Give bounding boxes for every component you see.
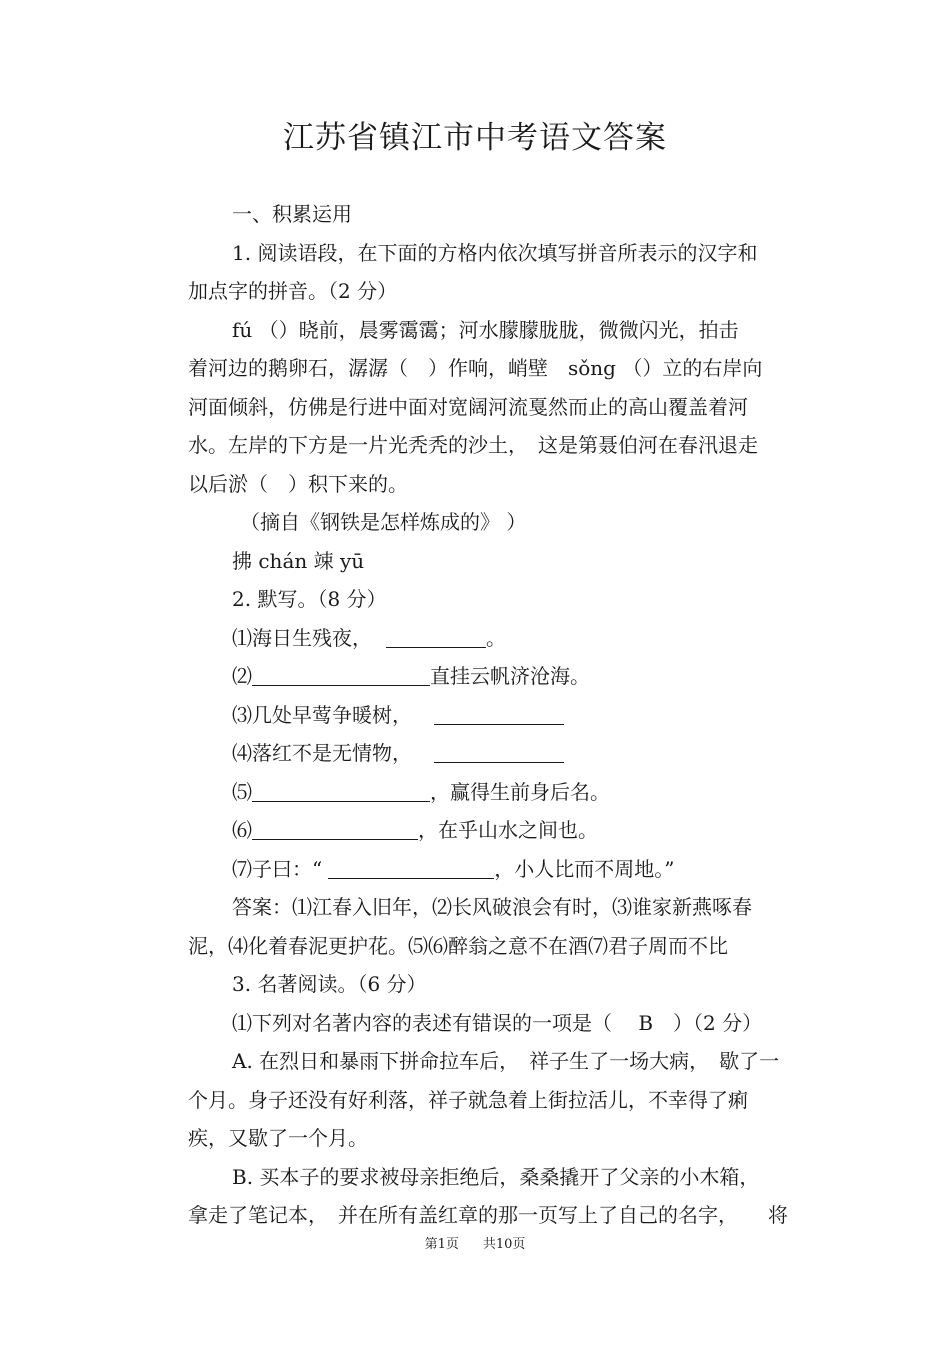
q2-item-5 bbox=[232, 779, 610, 805]
q2-item-7 bbox=[232, 856, 674, 882]
q2-item-2-text: 直挂云帆济沧海。 bbox=[430, 664, 590, 688]
q3-option-a-line1: A. 在烈日和暴雨下拼命拉车后， 祥子生了一场大病， 歇了一 bbox=[232, 1049, 780, 1073]
q2-heading: 2. 默写。（8 分） bbox=[232, 587, 387, 611]
q1-passage-line4: 水。左岸的下方是一片光秃秃的沙土， 这是第聂伯河在春汛退走 bbox=[188, 433, 758, 457]
q2-item-3-text: ⑶几处早莺争暖树， bbox=[232, 703, 412, 727]
section-heading: 一、积累运用 bbox=[232, 202, 352, 226]
q1-prompt-line2: 加点字的拼音。（2 分） bbox=[188, 279, 398, 303]
q2-item-4-text: ⑷落红不是无情物， bbox=[232, 741, 412, 765]
q2-item-1-end: 。 bbox=[486, 626, 506, 650]
answer-blank[interactable] bbox=[434, 704, 564, 725]
q2-item-7-end: ，小人比而不周地。” bbox=[494, 857, 675, 881]
q1-source: （摘自《钢铁是怎样炼成的》 ） bbox=[240, 510, 527, 534]
q1-passage-line1: fú （）晓前，晨雾霭霭；河水朦朦胧胧，微微闪光，拍击 bbox=[232, 318, 739, 342]
q1-passage-line2: 着河边的鹅卵石，潺潺（ ）作响，峭壁 sǒng （）立的右岸向 bbox=[188, 356, 763, 380]
q3-option-a-line2: 个月。身子还没有好利落，祥子就急着上街拉活儿，不幸得了痢 bbox=[188, 1088, 748, 1112]
q1-passage-line5: 以后淤（ ）积下来的。 bbox=[188, 472, 408, 496]
q2-item-6-num: ⑹ bbox=[232, 818, 252, 842]
q2-item-1-text: ⑴海日生残夜， bbox=[232, 626, 372, 650]
q2-item-6-text: ，在乎山水之间也。 bbox=[418, 818, 598, 842]
page-footer bbox=[0, 1233, 950, 1252]
page-total: 共10页 bbox=[482, 1237, 526, 1252]
q2-item-6 bbox=[232, 817, 598, 843]
answer-blank[interactable] bbox=[252, 819, 418, 840]
q2-item-5-num: ⑸ bbox=[232, 780, 252, 804]
answer-blank[interactable] bbox=[386, 627, 486, 648]
q2-item-5-text: ，赢得生前身后名。 bbox=[430, 780, 610, 804]
answer-blank[interactable] bbox=[328, 858, 494, 879]
q1-prompt-line1: 1. 阅读语段，在下面的方格内依次填写拼音所表示的汉字和 bbox=[232, 241, 758, 265]
q3-option-b-line2: 拿走了笔记本， 并在所有盖红章的那一页写上了自己的名字， 将 bbox=[188, 1203, 788, 1227]
q2-item-4 bbox=[232, 740, 564, 766]
answer-blank[interactable] bbox=[434, 742, 564, 763]
page-title: 江苏省镇江市中考语文答案 bbox=[283, 120, 667, 156]
answer-blank[interactable] bbox=[252, 781, 430, 802]
q3-heading: 3. 名著阅读。（6 分） bbox=[232, 972, 427, 996]
q2-item-2-num: ⑵ bbox=[232, 664, 252, 688]
q1-answer: 拂 chán 竦 yū bbox=[232, 549, 365, 573]
page-number: 第1页 bbox=[424, 1237, 459, 1252]
q3-option-a-line3: 疾，又歇了一个月。 bbox=[188, 1126, 368, 1150]
q3-sub1: ⑴下列对名著内容的表述有错误的一项是（ B ）（2 分） bbox=[232, 1011, 763, 1035]
q2-item-1 bbox=[232, 625, 506, 651]
q2-item-2 bbox=[232, 663, 590, 689]
q3-option-b-line1: B. 买本子的要求被母亲拒绝后，桑桑撬开了父亲的小木箱， bbox=[232, 1165, 760, 1189]
q2-item-3 bbox=[232, 702, 564, 728]
q2-answer-line1: 答案：⑴江春入旧年，⑵长风破浪会有时，⑶谁家新燕啄春 bbox=[232, 895, 752, 919]
q2-item-7-text: ⑺子曰：“ bbox=[232, 857, 323, 881]
q1-passage-line3: 河面倾斜，仿佛是行进中面对宽阔河流戛然而止的高山覆盖着河 bbox=[188, 395, 748, 419]
answer-blank[interactable] bbox=[252, 665, 430, 686]
q2-answer-line2: 泥，⑷化着春泥更护花。⑸⑹醉翁之意不在酒⑺君子周而不比 bbox=[188, 934, 728, 958]
